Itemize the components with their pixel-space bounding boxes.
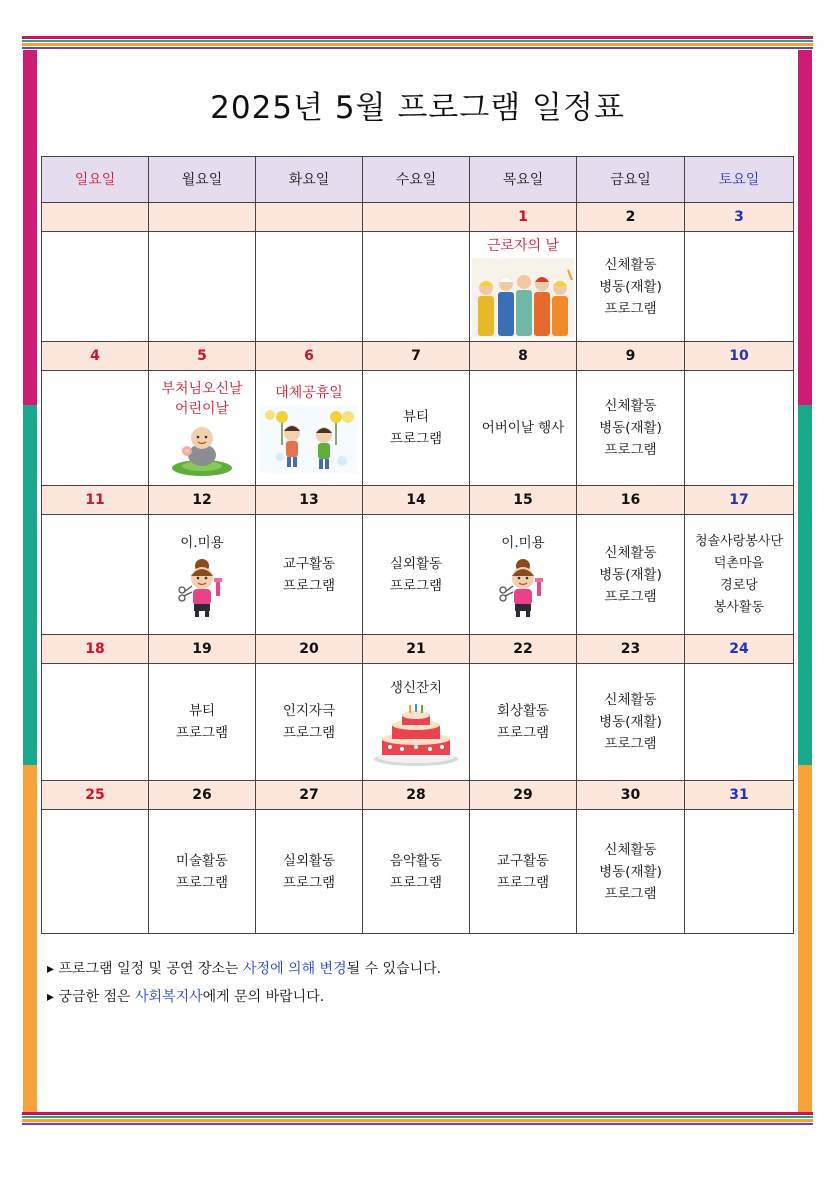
hairdresser-illustration-icon xyxy=(495,556,551,618)
event-line: 신체활동 xyxy=(604,841,657,858)
weekday-monday: 월요일 xyxy=(149,157,256,203)
event-cell xyxy=(363,810,470,934)
event-cell xyxy=(256,664,363,781)
date-cell: 14 xyxy=(363,486,470,515)
date-cell: 5 xyxy=(149,342,256,371)
event-cell xyxy=(149,232,256,342)
note-highlight: 사정에 의해 변경 xyxy=(243,961,347,977)
date-cell: 15 xyxy=(470,486,577,515)
bottom-border-stripe xyxy=(22,1123,813,1125)
event-cell xyxy=(363,664,470,781)
date-cell xyxy=(363,203,470,232)
holiday-label: 부처님오신날 xyxy=(161,381,243,397)
event-cell xyxy=(470,664,577,781)
holiday-label: 대체공휴일 xyxy=(275,385,343,401)
note-text: 에게 문의 바랍니다. xyxy=(202,989,325,1005)
event-cell xyxy=(256,515,363,635)
note-highlight: 사회복지사 xyxy=(135,989,203,1005)
holiday-label: 어린이날 xyxy=(174,401,230,417)
event-line: 병동(재활) xyxy=(599,566,662,583)
children-illustration-icon xyxy=(260,405,358,473)
event-row xyxy=(42,810,794,934)
top-border-stripe xyxy=(22,40,813,42)
date-cell: 4 xyxy=(42,342,149,371)
event-cell xyxy=(42,371,149,486)
bottom-border-stripe xyxy=(22,1116,813,1118)
event-cell xyxy=(577,515,685,635)
date-cell: 28 xyxy=(363,781,470,810)
note-text: 프로그램 일정 및 공연 장소는 xyxy=(58,961,244,977)
event-cell xyxy=(149,371,256,486)
note-line xyxy=(47,955,441,983)
event-cell xyxy=(256,232,363,342)
holiday-label: 근로자의 날 xyxy=(486,237,560,254)
right-border-bar xyxy=(798,405,812,765)
date-cell: 9 xyxy=(577,342,685,371)
date-cell: 18 xyxy=(42,635,149,664)
event-line: 프로그램 xyxy=(175,874,229,891)
event-line: 프로그램 xyxy=(496,874,550,891)
event-line: 프로그램 xyxy=(282,577,336,594)
event-line: 프로그램 xyxy=(604,885,657,902)
event-line: 신체활동 xyxy=(604,544,657,561)
top-border-stripe xyxy=(22,47,813,49)
event-line: 교구활동 xyxy=(282,555,336,572)
event-line: 생신잔치 xyxy=(389,680,443,696)
top-border-stripe xyxy=(22,43,813,46)
event-cell xyxy=(470,515,577,635)
event-cell xyxy=(577,664,685,781)
event-line: 신체활동 xyxy=(604,256,657,273)
workers-illustration-icon xyxy=(472,258,574,338)
event-cell xyxy=(149,810,256,934)
date-cell: 7 xyxy=(363,342,470,371)
date-cell: 25 xyxy=(42,781,149,810)
date-row xyxy=(42,203,794,232)
weekday-header-row xyxy=(42,157,794,203)
left-border-bar xyxy=(23,405,37,765)
right-border-bar xyxy=(798,765,812,1112)
weekday-friday: 금요일 xyxy=(577,157,685,203)
bottom-border-stripe xyxy=(22,1119,813,1122)
date-cell: 13 xyxy=(256,486,363,515)
event-cell xyxy=(256,371,363,486)
event-cell xyxy=(363,515,470,635)
event-cell xyxy=(470,810,577,934)
event-line: 회상활동 xyxy=(496,703,550,719)
date-row xyxy=(42,781,794,810)
event-line: 프로그램 xyxy=(389,431,443,447)
date-cell xyxy=(256,203,363,232)
weekday-sunday: 일요일 xyxy=(42,157,149,203)
hairdresser-illustration-icon xyxy=(174,556,230,618)
event-line: 병동(재활) xyxy=(599,863,662,880)
note-text: 궁금한 점은 xyxy=(58,989,136,1005)
weekday-wednesday: 수요일 xyxy=(363,157,470,203)
weekday-saturday: 토요일 xyxy=(685,157,794,203)
event-line: 프로그램 xyxy=(282,874,336,891)
event-line: 이.미용 xyxy=(501,534,545,551)
event-line: 음악활동 xyxy=(389,852,443,869)
buddha-illustration-icon xyxy=(169,421,235,477)
event-line: 신체활동 xyxy=(604,692,657,708)
date-cell: 29 xyxy=(470,781,577,810)
page-title: 2025년 5월 프로그램 일정표 xyxy=(210,90,625,126)
event-cell xyxy=(577,810,685,934)
date-cell: 6 xyxy=(256,342,363,371)
event-line: 뷰티 xyxy=(402,409,430,425)
date-cell: 21 xyxy=(363,635,470,664)
date-cell: 30 xyxy=(577,781,685,810)
event-cell xyxy=(470,232,577,342)
event-line: 프로그램 xyxy=(282,725,336,741)
event-line: 프로그램 xyxy=(496,725,550,741)
event-line: 뷰티 xyxy=(188,703,216,719)
cake-illustration-icon xyxy=(372,701,460,767)
event-cell xyxy=(42,664,149,781)
event-line: 프로그램 xyxy=(175,725,229,741)
event-cell xyxy=(42,232,149,342)
event-cell xyxy=(685,371,794,486)
event-line: 프로그램 xyxy=(604,588,657,605)
event-cell xyxy=(363,371,470,486)
event-line: 봉사활동 xyxy=(713,599,765,615)
date-cell: 3 xyxy=(685,203,794,232)
event-cell xyxy=(470,371,577,486)
event-cell xyxy=(149,515,256,635)
date-row xyxy=(42,342,794,371)
date-cell: 19 xyxy=(149,635,256,664)
event-cell xyxy=(685,232,794,342)
event-line: 인지자극 xyxy=(282,703,336,719)
event-cell xyxy=(42,810,149,934)
event-cell xyxy=(363,232,470,342)
event-cell xyxy=(256,810,363,934)
event-row xyxy=(42,515,794,635)
event-line: 병동(재활) xyxy=(599,420,662,436)
date-cell: 24 xyxy=(685,635,794,664)
date-cell: 26 xyxy=(149,781,256,810)
date-cell: 10 xyxy=(685,342,794,371)
event-line: 프로그램 xyxy=(604,736,657,752)
event-cell xyxy=(685,515,794,635)
bottom-border-stripe xyxy=(22,1112,813,1115)
note-line xyxy=(47,983,441,1011)
event-row xyxy=(42,232,794,342)
event-cell xyxy=(577,232,685,342)
event-cell xyxy=(577,371,685,486)
date-cell: 22 xyxy=(470,635,577,664)
weekday-thursday: 목요일 xyxy=(470,157,577,203)
date-cell: 16 xyxy=(577,486,685,515)
event-line: 병동(재활) xyxy=(599,278,662,295)
event-line: 교구활동 xyxy=(496,852,550,869)
bullet-icon: ▸ xyxy=(47,989,55,1005)
event-line: 이.미용 xyxy=(180,534,224,551)
event-line: 프로그램 xyxy=(604,442,657,458)
date-row xyxy=(42,635,794,664)
date-cell: 1 xyxy=(470,203,577,232)
notes xyxy=(47,955,441,1011)
date-cell: 23 xyxy=(577,635,685,664)
date-cell: 31 xyxy=(685,781,794,810)
event-line: 덕촌마을 xyxy=(713,555,765,571)
date-cell: 8 xyxy=(470,342,577,371)
event-line: 신체활동 xyxy=(604,398,657,414)
event-line: 실외활동 xyxy=(389,555,443,572)
date-cell: 27 xyxy=(256,781,363,810)
event-line: 경로당 xyxy=(720,577,758,593)
top-border-stripe xyxy=(22,36,813,39)
date-cell: 11 xyxy=(42,486,149,515)
event-line: 프로그램 xyxy=(604,300,657,317)
event-cell xyxy=(685,810,794,934)
event-row xyxy=(42,371,794,486)
weekday-tuesday: 화요일 xyxy=(256,157,363,203)
event-line: 청솔사랑봉사단 xyxy=(695,533,783,549)
event-row xyxy=(42,664,794,781)
event-cell xyxy=(42,515,149,635)
date-cell xyxy=(42,203,149,232)
bullet-icon: ▸ xyxy=(47,961,55,977)
note-text: 될 수 있습니다. xyxy=(346,961,442,977)
event-line: 미술활동 xyxy=(175,852,229,869)
date-cell: 20 xyxy=(256,635,363,664)
event-line: 실외활동 xyxy=(282,852,336,869)
date-cell: 12 xyxy=(149,486,256,515)
event-cell xyxy=(149,664,256,781)
date-cell: 2 xyxy=(577,203,685,232)
event-line: 프로그램 xyxy=(389,577,443,594)
event-cell xyxy=(685,664,794,781)
date-row xyxy=(42,486,794,515)
left-border-bar xyxy=(23,765,37,1112)
calendar-table xyxy=(41,156,794,934)
event-line: 어버이날 행사 xyxy=(481,420,565,436)
date-cell xyxy=(149,203,256,232)
date-cell: 17 xyxy=(685,486,794,515)
event-line: 병동(재활) xyxy=(599,714,662,730)
event-line: 프로그램 xyxy=(389,874,443,891)
